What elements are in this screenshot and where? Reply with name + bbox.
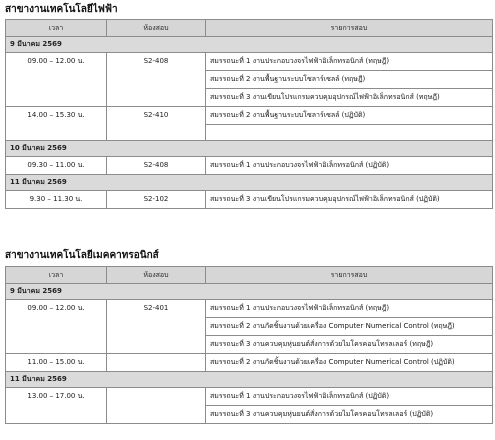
header-subjects: รายการสอบ	[206, 267, 493, 284]
section-title-electrical: สาขางานเทคโนโลยีไฟฟ้า	[5, 4, 118, 15]
table-row	[6, 53, 493, 71]
subject-cell: สมรรถนะที่ 2 งานพื้นฐานระบบโซลาร์เซลล์ (ทฤษฎี)	[206, 71, 493, 89]
subject-cell: สมรรถนะที่ 3 งานควบคุมหุ่นยนต์สั่งการด้วยไมโครคอนโทรลเลอร์ (ปฏิบัติ)	[206, 406, 493, 424]
table-row	[6, 354, 493, 372]
room-cell: S2-401	[107, 300, 206, 354]
header-time: เวลา	[6, 20, 107, 37]
subject-cell: สมรรถนะที่ 3 งานเขียนโปรแกรมควบคุมอุปกรณ์ไฟฟ้าอิเล็กทรอนิกส์ (ปฏิบัติ)	[206, 191, 493, 209]
date-label: 10 มีนาคม 2569	[6, 141, 493, 157]
subject-cell: สมรรถนะที่ 3 งานเขียนโปรแกรมควบคุมอุปกรณ์ไฟฟ้าอิเล็กทรอนิกส์ (ทฤษฎี)	[206, 89, 493, 107]
table-row	[6, 300, 493, 318]
section-title-mechatronics: สาขางานเทคโนโลยีเมคคาทรอนิกส์	[5, 250, 159, 261]
date-row	[6, 175, 493, 191]
date-row	[6, 37, 493, 53]
subject-cell: สมรรถนะที่ 2 งานกัดชิ้นงานด้วยเครื่อง Computer Numerical Control (ทฤษฎี)	[206, 318, 493, 336]
room-cell	[107, 354, 206, 372]
header-room: ห้องสอบ	[107, 20, 206, 37]
subject-cell: สมรรถนะที่ 1 งานประกอบวงจรไฟฟ้าอิเล็กทรอนิกส์ (ปฏิบัติ)	[206, 157, 493, 175]
room-cell: S2-102	[107, 191, 206, 209]
subject-cell: สมรรถนะที่ 1 งานประกอบวงจรไฟฟ้าอิเล็กทรอนิกส์ (ทฤษฎี)	[206, 300, 493, 318]
subject-cell-empty	[206, 125, 493, 141]
header-subjects: รายการสอบ	[206, 20, 493, 37]
room-cell: S2-410	[107, 107, 206, 141]
date-row	[6, 372, 493, 388]
time-cell: 14.00 – 15.30 น.	[6, 107, 107, 141]
exam-schedule-table-electrical	[5, 19, 493, 209]
header-row	[6, 20, 493, 37]
room-cell	[107, 388, 206, 424]
time-cell: 11.00 – 15.00 น.	[6, 354, 107, 372]
date-row	[6, 284, 493, 300]
table-row	[6, 388, 493, 406]
date-label: 11 มีนาคม 2569	[6, 372, 493, 388]
subject-cell: สมรรถนะที่ 3 งานควบคุมหุ่นยนต์สั่งการด้วยไมโครคอนโทรลเลอร์ (ทฤษฎี)	[206, 336, 493, 354]
subject-cell: สมรรถนะที่ 2 งานพื้นฐานระบบโซลาร์เซลล์ (ปฏิบัติ)	[206, 107, 493, 125]
header-room: ห้องสอบ	[107, 267, 206, 284]
exam-schedule-table-mechatronics	[5, 266, 493, 424]
room-cell: S2-408	[107, 53, 206, 107]
subject-cell: สมรรถนะที่ 1 งานประกอบวงจรไฟฟ้าอิเล็กทรอนิกส์ (ปฏิบัติ)	[206, 388, 493, 406]
time-cell: 09.00 – 12.00 น.	[6, 53, 107, 107]
header-row	[6, 267, 493, 284]
table-row	[6, 107, 493, 125]
table-row	[6, 191, 493, 209]
header-time: เวลา	[6, 267, 107, 284]
date-label: 11 มีนาคม 2569	[6, 175, 493, 191]
date-row	[6, 141, 493, 157]
date-label: 9 มีนาคม 2569	[6, 37, 493, 53]
room-cell: S2-408	[107, 157, 206, 175]
date-label: 9 มีนาคม 2569	[6, 284, 493, 300]
subject-cell: สมรรถนะที่ 2 งานกัดชิ้นงานด้วยเครื่อง Computer Numerical Control (ปฏิบัติ)	[206, 354, 493, 372]
time-cell: 13.00 – 17.00 น.	[6, 388, 107, 424]
table-row	[6, 157, 493, 175]
time-cell: 9.30 – 11.30 น.	[6, 191, 107, 209]
time-cell: 09.00 – 12.00 น.	[6, 300, 107, 354]
time-cell: 09.30 – 11.00 น.	[6, 157, 107, 175]
subject-cell: สมรรถนะที่ 1 งานประกอบวงจรไฟฟ้าอิเล็กทรอนิกส์ (ทฤษฎี)	[206, 53, 493, 71]
